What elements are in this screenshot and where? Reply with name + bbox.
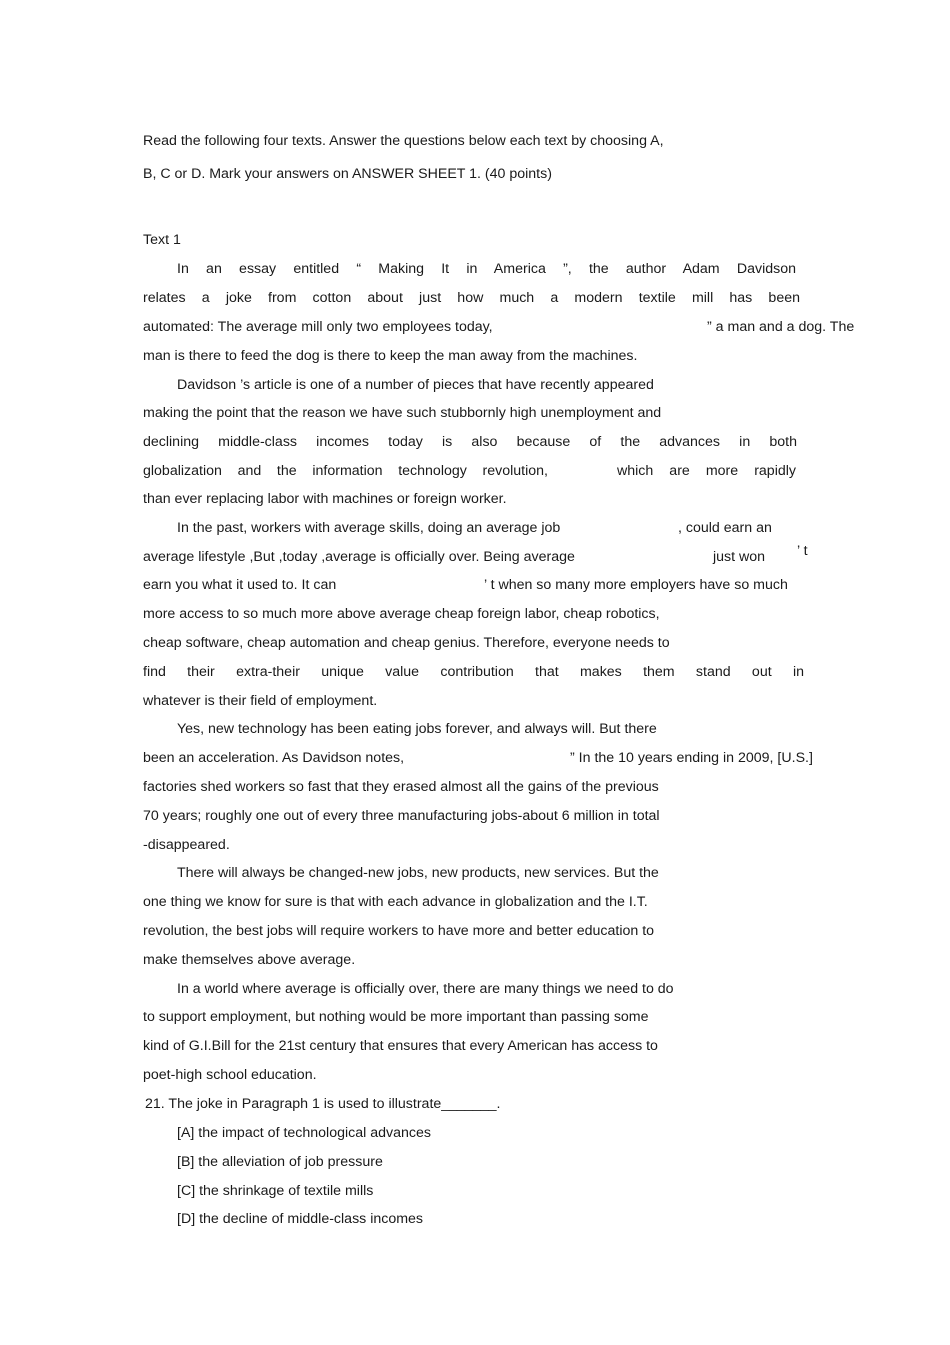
paragraph-6-line-2: to support employment, but nothing would be more important than passing some	[143, 1009, 649, 1025]
paragraph-3-line-2a: average lifestyle ,But ,today ,average is officially over. Being average	[143, 549, 575, 565]
paragraph-1-line-3a: automated: The average mill only two employees today,	[143, 319, 493, 335]
paragraph-3-line-6: find their extra-their unique value contribution that makes them stand out in	[143, 664, 804, 680]
paragraph-3-line-4: more access to so much more above average cheap foreign labor, cheap robotics,	[143, 606, 660, 622]
paragraph-2-line-4a: globalization and the information technology revolution,	[143, 463, 548, 479]
paragraph-4-line-2a: been an acceleration. As Davidson notes,	[143, 750, 405, 766]
paragraph-4-line-5: -disappeared.	[143, 837, 230, 853]
paragraph-6-line-4: poet-high school education.	[143, 1067, 317, 1083]
paragraph-2-line-1: Davidson ’s article is one of a number of pieces that have recently appeared	[177, 377, 654, 393]
paragraph-4-line-2b: ” In the 10 years ending in 2009, [U.S.]	[570, 750, 813, 766]
paragraph-6-line-3: kind of G.I.Bill for the 21st century that ensures that every American has access to	[143, 1038, 658, 1054]
instructions-line-2: B, C or D. Mark your answers on ANSWER SHEET 1. (40 points)	[143, 166, 552, 182]
paragraph-2-line-2: making the point that the reason we have such stubbornly high unemployment and	[143, 405, 662, 421]
paragraph-6-line-1: In a world where average is officially over, there are many things we need to do	[177, 981, 674, 997]
paragraph-1-line-4: man is there to feed the dog is there to keep the man away from the machines.	[143, 348, 638, 364]
paragraph-2-line-3: declining middle-class incomes today is also because of the advances in both	[143, 434, 797, 450]
question-stem: 21. The joke in Paragraph 1 is used to illustrate_______.	[145, 1096, 501, 1112]
paragraph-5-line-2: one thing we know for sure is that with each advance in globalization and the I.T.	[143, 894, 648, 910]
paragraph-3-line-1a: In the past, workers with average skills, doing an average job	[177, 520, 561, 536]
text-title: Text 1	[143, 232, 181, 248]
paragraph-5-line-3: revolution, the best jobs will require workers to have more and better education to	[143, 923, 655, 939]
question-option-c: [C] the shrinkage of textile mills	[177, 1183, 374, 1199]
question-option-d: [D] the decline of middle-class incomes	[177, 1211, 424, 1227]
paragraph-3-line-3b: ’ t when so many more employers have so much	[484, 577, 788, 593]
paragraph-5-line-4: make themselves above average.	[143, 952, 356, 968]
paragraph-2-line-4b: which are more rapidly	[617, 463, 796, 479]
paragraph-3-line-1b: , could earn an	[678, 520, 772, 536]
paragraph-4-line-1: Yes, new technology has been eating jobs forever, and always will. But there	[177, 721, 657, 737]
paragraph-4-line-4: 70 years; roughly one out of every three manufacturing jobs-about 6 million in total	[143, 808, 660, 824]
paragraph-1-line-2: relates a joke from cotton about just how much a modern textile mill has been	[143, 290, 800, 306]
paragraph-3-line-2b: just won	[713, 549, 766, 565]
paragraph-3-line-5: cheap software, cheap automation and cheap genius. Therefore, everyone needs to	[143, 635, 670, 651]
paragraph-2-line-5: than ever replacing labor with machines or foreign worker.	[143, 491, 507, 507]
instructions-line-1: Read the following four texts. Answer the questions below each text by choosing A,	[143, 133, 664, 149]
paragraph-4-line-3: factories shed workers so fast that they erased almost all the gains of the previous	[143, 779, 659, 795]
paragraph-3-line-3a: earn you what it used to. It can	[143, 577, 337, 593]
paragraph-1-line-3b: ” a man and a dog. The	[707, 319, 855, 335]
question-option-a: [A] the impact of technological advances	[177, 1125, 431, 1141]
paragraph-3-line-7: whatever is their field of employment.	[143, 693, 378, 709]
paragraph-3-line-2c: ’ t	[797, 543, 808, 559]
question-option-b: [B] the alleviation of job pressure	[177, 1154, 383, 1170]
paragraph-5-line-1: There will always be changed-new jobs, new products, new services. But the	[177, 865, 659, 881]
paragraph-1-line-1: In an essay entitled “ Making It in America ”, the author Adam Davidson	[177, 261, 796, 277]
